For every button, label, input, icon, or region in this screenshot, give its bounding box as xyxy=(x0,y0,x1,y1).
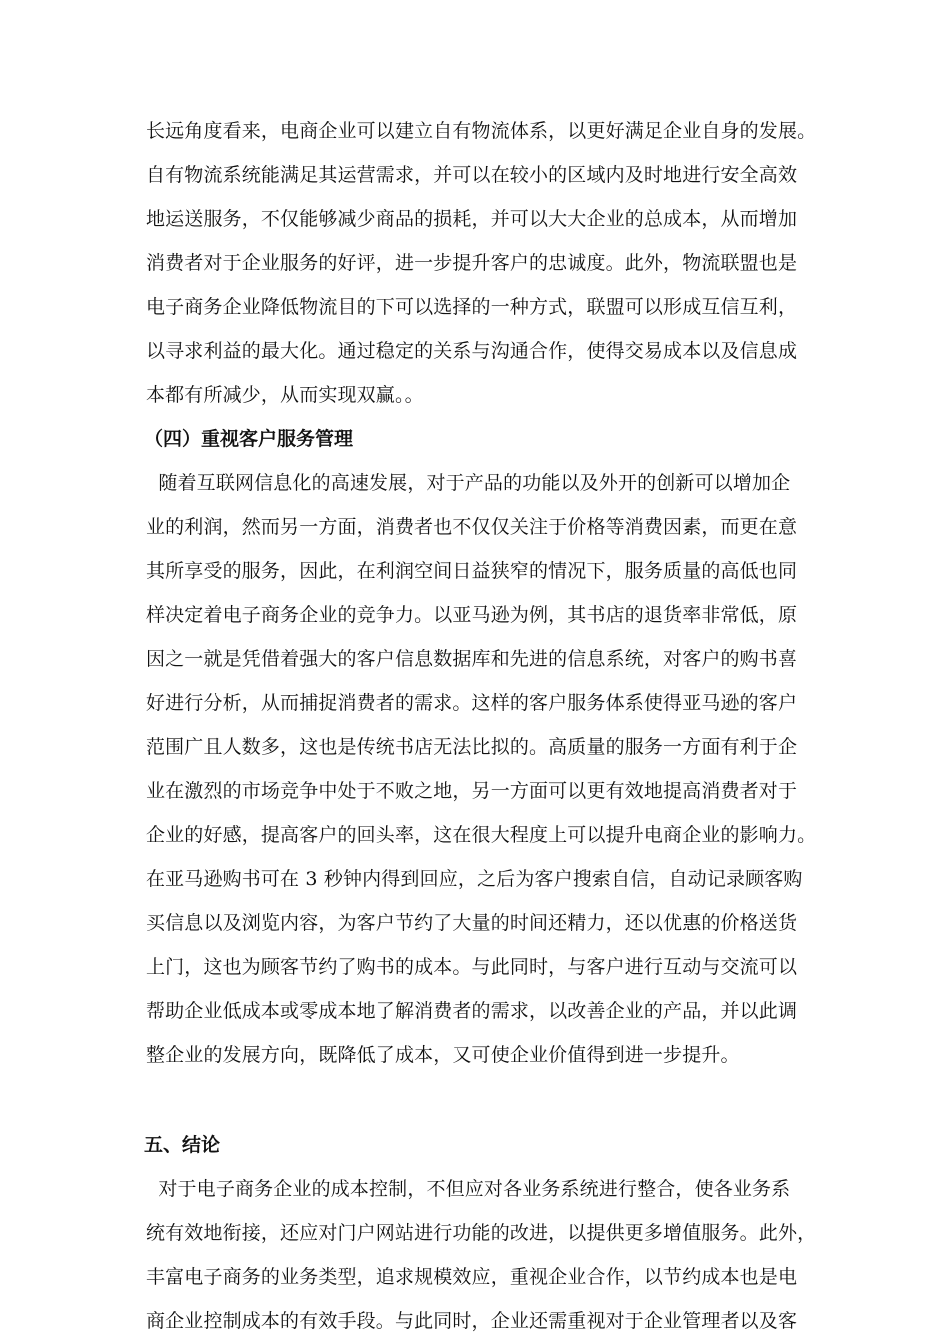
paragraph-line: 地运送服务，不仅能够减少商品的损耗，并可以大大企业的总成本，从而增加 xyxy=(146,208,798,230)
paragraph-line: 因之一就是凭借着强大的客户信息数据库和先进的信息系统，对客户的购书喜 xyxy=(146,648,798,670)
paragraph-line: 在亚马逊购书可在 3 秒钟内得到回应，之后为客户搜索自信，自动记录顾客购 xyxy=(146,868,803,890)
paragraph-line: 本都有所减少，从而实现双赢。。 xyxy=(146,384,424,406)
paragraph-line: 商企业控制成本的有效手段。与此同时，企业还需重视对于企业管理者以及客 xyxy=(146,1310,798,1332)
paragraph-line: 丰富电子商务的业务类型，追求规模效应，重视企业合作，以节约成本也是电 xyxy=(146,1266,798,1288)
paragraph-line: 好进行分析，从而捕捉消费者的需求。这样的客户服务体系使得亚马逊的客户 xyxy=(146,692,798,714)
paragraph-line: 自有物流系统能满足其运营需求，并可以在较小的区域内及时地进行安全高效 xyxy=(146,164,798,186)
paragraph-line: 随着互联网信息化的高速发展，对于产品的功能以及外开的创新可以增加企 xyxy=(146,472,791,494)
paragraph-line: 买信息以及浏览内容，为客户节约了大量的时间还精力，还以优惠的价格送货 xyxy=(146,912,798,934)
paragraph-line: 企业的好感，提高客户的回头率，这在很大程度上可以提升电商企业的影响力。 xyxy=(146,824,817,846)
paragraph-line: 对于电子商务企业的成本控制，不但应对各业务系统进行整合，使各业务系 xyxy=(146,1178,791,1200)
paragraph-line: 长远角度看来，电商企业可以建立自有物流体系，以更好满足企业自身的发展。 xyxy=(146,120,817,142)
paragraph-line: 帮助企业低成本或零成本地了解消费者的需求，以改善企业的产品，并以此调 xyxy=(146,1000,798,1022)
paragraph-line: 其所享受的服务，因此，在利润空间日益狭窄的情况下，服务质量的高低也同 xyxy=(146,560,798,582)
paragraph-line: 消费者对于企业服务的好评，进一步提升客户的忠诚度。此外，物流联盟也是 xyxy=(146,252,798,274)
paragraph-line: 统有效地衔接，还应对门户网站进行功能的改进，以提供更多增值服务。此外， xyxy=(146,1222,817,1244)
section-heading: （四）重视客户服务管理 xyxy=(144,428,354,450)
paragraph-line: 样决定着电子商务企业的竞争力。以亚马逊为例，其书店的退货率非常低，原 xyxy=(146,604,798,626)
paragraph-line: 电子商务企业降低物流目的下可以选择的一种方式，联盟可以形成互信互利， xyxy=(146,296,798,318)
paragraph-line: 范围广且人数多，这也是传统书店无法比拟的。高质量的服务一方面有利于企 xyxy=(146,736,798,758)
section-heading: 五、结论 xyxy=(144,1134,221,1156)
paragraph-line: 业的利润，然而另一方面，消费者也不仅仅关注于价格等消费因素，而更在意 xyxy=(146,516,798,538)
paragraph-line: 上门，这也为顾客节约了购书的成本。与此同时，与客户进行互动与交流可以 xyxy=(146,956,798,978)
paragraph-line: 以寻求利益的最大化。通过稳定的关系与沟通合作，使得交易成本以及信息成 xyxy=(146,340,798,362)
paragraph-line: 整企业的发展方向，既降低了成本，又可使企业价值得到进一步提升。 xyxy=(146,1044,740,1066)
paragraph-line: 业在激烈的市场竞争中处于不败之地，另一方面可以更有效地提高消费者对于 xyxy=(146,780,798,802)
